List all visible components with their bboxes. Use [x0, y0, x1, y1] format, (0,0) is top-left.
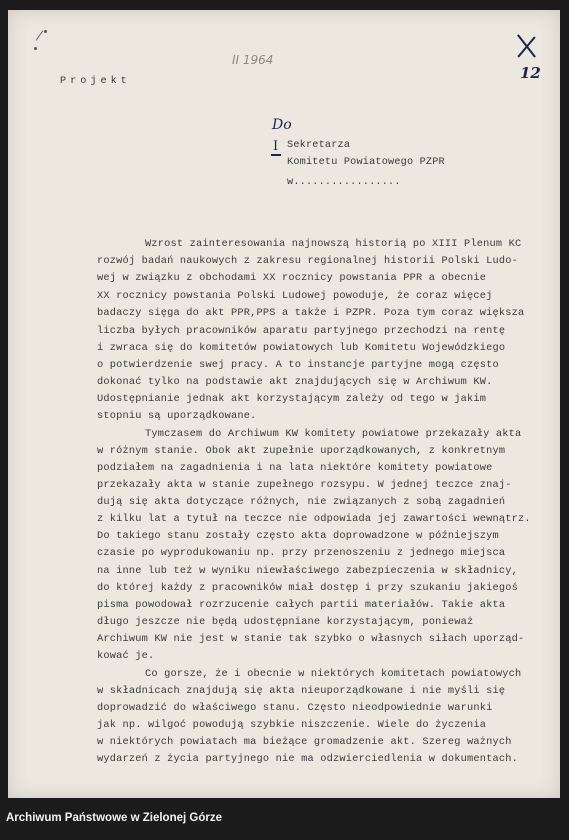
- address-line-2: Komitetu Powiatowego PZPR: [287, 157, 445, 168]
- body-line: na inne lub też w wyniku niewłaściwego zabezpieczenia w składnicy,: [97, 565, 519, 577]
- body-line: Udostępnianie jednak akt korzystającym zależy od tego w jakim: [97, 393, 487, 405]
- punch-hole: [44, 30, 47, 33]
- body-line: długo jeszcze nie będą udostępniane korzystającym, ponieważ: [97, 616, 474, 628]
- body-line: Tymczasem do Archiwum KW komitety powiatowe przekazały akta: [145, 428, 522, 440]
- body-line: w niektórych powiatach ma bieżące gromadzenie akt. Szereg ważnych: [97, 736, 512, 748]
- body-line: o potwierdzenie swej pracy. A to instancje partyjne mogą często: [97, 359, 499, 371]
- address-roman-one: I: [273, 139, 279, 154]
- address-line-3: w.................: [287, 177, 401, 188]
- body-line: przekazały akta w stanie zupełnego rozsypu. W jednej teczce znaj-: [97, 479, 512, 491]
- body-line: liczba byłych pracowników aparatu partyjnego przechodzi na rentę: [97, 325, 506, 337]
- body-line: w różnym stanie. Obok akt zupełnie uporządkowanych, z konkretnym: [97, 445, 506, 457]
- body-line: jak np. wilgoć powodują szybkie niszczenie. Wiele do życzenia: [97, 719, 487, 731]
- body-line: XX rocznicy powstania Polski Ludowej powoduje, że coraz więcej: [97, 290, 493, 302]
- address-do: Do: [272, 117, 292, 133]
- body-line: do której każdy z pracowników miał dostęp i przy szukaniu jakiegoś: [97, 582, 519, 594]
- body-line: kować je.: [97, 650, 155, 662]
- body-line: i zwraca się do komitetów powiatowych lub Komitetu Wojewódzkiego: [97, 342, 506, 354]
- body-line: badaczy sięga do akt PPR,PPS a także i PZPR. Poza tym coraz większa: [97, 307, 525, 319]
- body-line: w składnicach znajdują się akta nieuporządkowane i nie myśli się: [97, 685, 506, 697]
- body-line: wydarzeń z życia partyjnego nie ma odzwierciedlenia w dokumentach.: [97, 753, 519, 765]
- pencil-note: II 1964: [232, 53, 274, 67]
- body-line: dokonać tylko na podstawie akt znajdujących się w Archiwum KW.: [97, 376, 493, 388]
- body-line: pisma powodował rozrzucenie całych partii materiałów. Takie akta: [97, 599, 506, 611]
- handwritten-underline: [271, 154, 281, 156]
- body-line: Do takiego stanu zostały często akta doprowadzone w późniejszym: [97, 530, 499, 542]
- corner-number: 12: [520, 64, 541, 82]
- body-line: wej w związku z obchodami XX rocznicy powstania PPR a obecnie: [97, 272, 487, 284]
- body-line: Co gorsze, że i obecnie w niektórych komitetach powiatowych: [145, 668, 522, 680]
- body-line: z kilku lat a tytuł na teczce nie odpowiada jej zawartości wewnątrz.: [97, 513, 531, 525]
- body-line: stopniu są uporządkowane.: [97, 410, 257, 422]
- body-line: doprowadzić do właściwego stanu. Często nieodpowiednie warunki: [97, 702, 493, 714]
- body-line: dują się akta dotyczące różnych, nie związanych z sobą zagadnień: [97, 496, 506, 508]
- body-line: podziałem na zagadnienia i na lata niektóre komitety powiatowe: [97, 462, 493, 474]
- body-line: Wzrost zainteresowania najnowszą historią po XIII Plenum KC: [145, 238, 522, 250]
- punch-hole: [34, 47, 37, 50]
- body-line: czasie po wyprodukowaniu np. przy przenoszeniu z jednego miejsca: [97, 547, 506, 559]
- archive-name: Archiwum Państwowe w Zielonej Górze: [6, 812, 222, 824]
- projekt-label: Projekt: [60, 76, 131, 87]
- body-line: rozwój badań naukowych z zakresu regionalnej historii Polski Ludo-: [97, 255, 519, 267]
- body-line: Archiwum KW nie jest w stanie tak szybko o własnych siłach uporząd-: [97, 633, 525, 645]
- address-line-1: Sekretarza: [287, 140, 351, 151]
